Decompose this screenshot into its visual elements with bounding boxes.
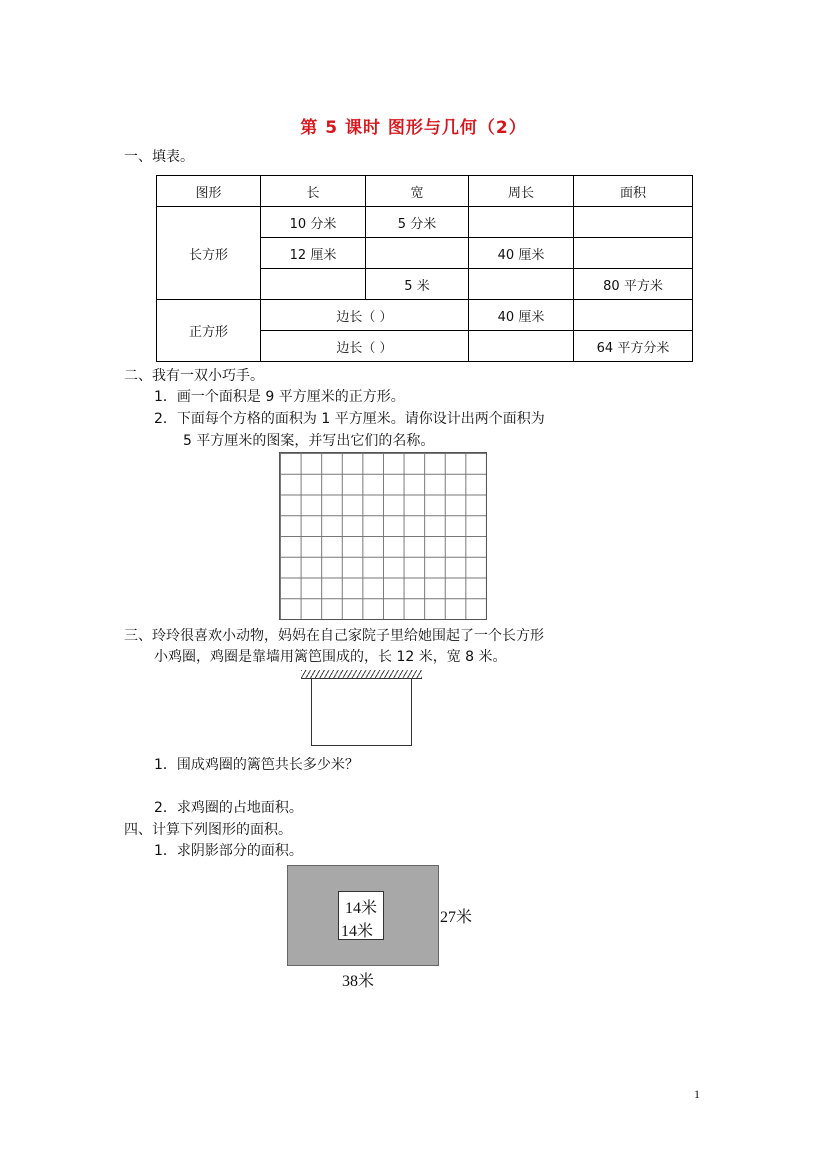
cell[interactable]: 40 厘米 xyxy=(469,300,574,331)
cell[interactable] xyxy=(366,238,469,269)
cell[interactable]: 边长（ ） xyxy=(261,300,469,331)
question-3-2: 2．求鸡圈的占地面积。 xyxy=(154,800,303,816)
section-1-label: 一、填表。 xyxy=(124,149,194,165)
header-length: 长 xyxy=(261,176,366,207)
cell[interactable] xyxy=(469,207,574,238)
cell[interactable]: 5 分米 xyxy=(366,207,469,238)
question-2-2-cont: 5 平方厘米的图案，并写出它们的名称。 xyxy=(183,433,435,449)
chicken-pen-figure xyxy=(311,678,412,746)
question-2-1: 1．画一个面积是 9 平方厘米的正方形。 xyxy=(154,389,405,405)
cell[interactable] xyxy=(261,269,366,300)
question-3-1: 1．围成鸡圈的篱笆共长多少米？ xyxy=(154,757,359,773)
section-3-label-cont: 小鸡圈，鸡圈是靠墙用篱笆围成的，长 12 米，宽 8 米。 xyxy=(154,649,507,665)
row-label-square: 正方形 xyxy=(157,300,261,362)
fill-table xyxy=(156,175,693,362)
section-4-label: 四、计算下列图形的面积。 xyxy=(124,822,292,838)
page-number: 1 xyxy=(694,1087,700,1101)
header-width: 宽 xyxy=(366,176,469,207)
header-area: 面积 xyxy=(574,176,693,207)
header-perimeter: 周长 xyxy=(469,176,574,207)
cell[interactable] xyxy=(574,238,693,269)
row-label-rectangle: 长方形 xyxy=(157,207,261,300)
cell[interactable] xyxy=(469,269,574,300)
header-shape: 图形 xyxy=(157,176,261,207)
cell[interactable] xyxy=(574,300,693,331)
question-2-2: 2．下面每个方格的面积为 1 平方厘米。请你设计出两个面积为 xyxy=(154,411,545,427)
cell[interactable]: 64 平方分米 xyxy=(574,331,693,362)
inner-side-label: 14米 xyxy=(341,923,374,940)
cell[interactable]: 12 厘米 xyxy=(261,238,366,269)
outer-height-label: 27米 xyxy=(440,909,473,926)
inner-top-label: 14米 xyxy=(345,900,378,917)
section-2-label: 二、我有一双小巧手。 xyxy=(124,368,264,384)
cell[interactable] xyxy=(574,207,693,238)
cell[interactable]: 40 厘米 xyxy=(469,238,574,269)
cell[interactable]: 80 平方米 xyxy=(574,269,693,300)
section-3-label: 三、玲玲很喜欢小动物，妈妈在自己家院子里给她围起了一个长方形 xyxy=(124,628,544,644)
cell[interactable] xyxy=(469,331,574,362)
cell[interactable]: 10 分米 xyxy=(261,207,366,238)
cell[interactable]: 边长（ ） xyxy=(261,331,469,362)
cell[interactable]: 5 米 xyxy=(366,269,469,300)
drawing-grid[interactable] xyxy=(279,452,487,620)
page-title: 第 5 课时 图形与几何（2） xyxy=(300,118,527,138)
question-4-1: 1．求阴影部分的面积。 xyxy=(154,843,303,859)
outer-width-label: 38米 xyxy=(342,973,375,990)
